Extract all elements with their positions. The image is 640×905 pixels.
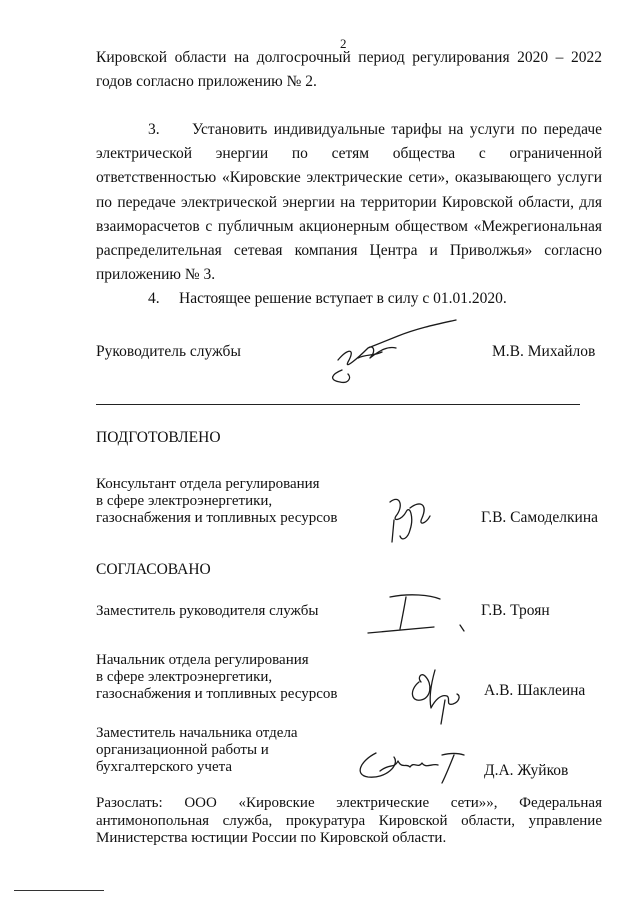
item-3-text: Установить индивидуальные тарифы на услуги по передаче электрической энергии по сетям общества с ограниченной ответственностью «Кировские электрические сети», оказывающего услуги по передаче электрической энергии на территории Кировской области, для взаиморасчетов с публичным акционерным обществом «Межрегиональная распределительная сетевая компания Центра и Приволжья» согласно приложению № 3.: [96, 121, 603, 284]
item-3-paragraph: [96, 118, 602, 287]
agreed-person-3-title: [96, 725, 298, 776]
agreed-title-line: бухгалтерского учета: [96, 759, 233, 775]
item-4-paragraph: [96, 287, 602, 311]
agreed-person-2-signature: [405, 660, 475, 728]
agreed-person-1-title: [96, 603, 318, 620]
agreed-heading: СОГЛАСОВАНО: [96, 561, 211, 578]
head-title: Руководитель службы: [96, 343, 241, 360]
agreed-person-3-name: Д.А. Жуйков: [484, 762, 569, 779]
item-4-number: 4.: [148, 290, 160, 307]
prepared-heading: ПОДГОТОВЛЕНО: [96, 429, 221, 446]
agreed-title-line: Заместитель руководителя службы: [96, 603, 319, 619]
agreed-person-2-name: А.В. Шаклеина: [484, 682, 586, 699]
agreed-person-1-signature: [360, 585, 470, 640]
agreed-title-line: в сфере электроэнергетики,: [96, 669, 273, 685]
prepared-title: [96, 476, 338, 527]
prepared-title-line: Консультант отдела регулирования: [96, 476, 320, 492]
prepared-name: Г.В. Самоделкина: [481, 509, 599, 526]
agreed-title-line: Заместитель начальника отдела: [96, 725, 298, 741]
prepared-title-line: газоснабжения и топливных ресурсов: [96, 510, 338, 526]
item-4-text: Настоящее решение вступает в силу с 01.01.2020.: [179, 290, 507, 307]
head-signature: [318, 318, 468, 393]
agreed-title-line: организационной работы и: [96, 742, 269, 758]
agreed-person-3-signature: [350, 743, 475, 788]
mailing-list: Разослать: ООО «Кировские электрические сети»», Федеральная антимонопольная служба, прокуратура Кировской области, управление Министерства юстиции России по Кировской области.: [96, 795, 602, 846]
separator-line: [96, 404, 580, 405]
prepared-title-line: в сфере электроэнергетики,: [96, 493, 273, 509]
prepared-signature: [380, 490, 440, 550]
intro-paragraph: Кировской области на долгосрочный период регулирования 2020 – 2022 годов согласно приложению № 2.: [96, 49, 602, 91]
agreed-person-1-name: Г.В. Троян: [481, 602, 550, 619]
head-name: М.В. Михайлов: [492, 343, 596, 360]
page-number: 2: [340, 36, 347, 51]
agreed-person-2-title: [96, 652, 338, 703]
agreed-title-line: Начальник отдела регулирования: [96, 652, 309, 668]
item-3-number: 3.: [148, 121, 160, 138]
footnote-separator: [14, 890, 104, 891]
agreed-title-line: газоснабжения и топливных ресурсов: [96, 686, 338, 702]
